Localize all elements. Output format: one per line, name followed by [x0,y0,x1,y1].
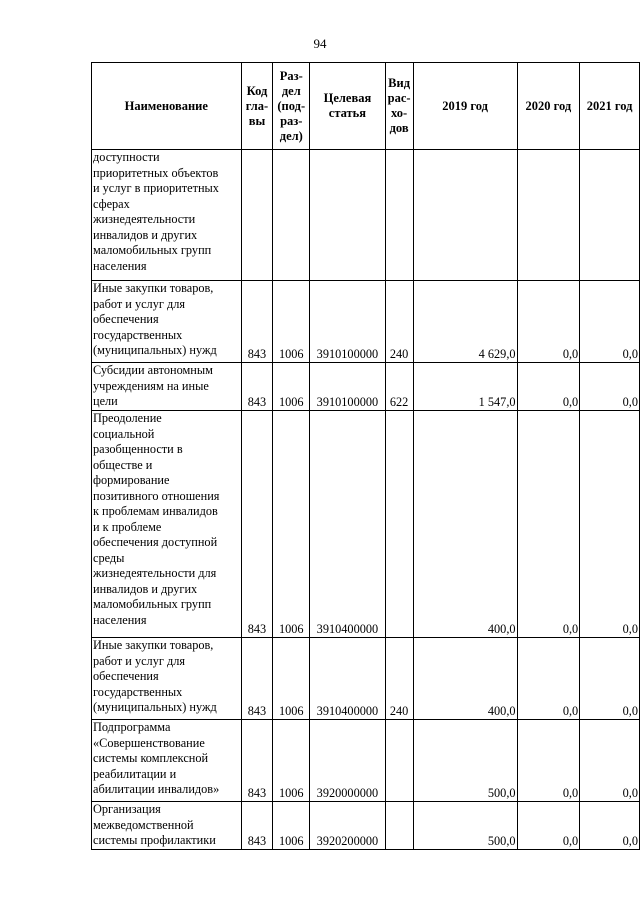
page-number: 94 [313,36,327,51]
cell-target-article: 3910100000 [310,363,385,411]
table-row [92,720,640,802]
cell-target-article: 3920200000 [310,802,385,850]
name-line: обеспечения доступной [93,535,218,549]
name-line: жизнедеятельности для [93,566,217,580]
cell-expense-type [385,802,413,850]
name-line: социальной [93,426,155,441]
header-target-article [310,63,385,150]
table-row [92,802,640,850]
name-line: разобщенности в [93,442,183,456]
cell-expense-type [385,411,413,638]
cell-chapter-code: 843 [241,638,273,720]
cell-section [273,150,310,281]
cell-target-article: 3910100000 [310,281,385,363]
cell-2021: 0,0 [580,638,640,720]
name-line: доступности [93,150,160,164]
name-line: и услуг в приоритетных [93,181,219,195]
name-line: позитивного отношения [93,488,220,503]
name-line: системы комплексной [93,751,209,765]
name-line: реабилитации и [93,766,177,781]
name-line: жизнедеятельности [93,212,196,226]
header-line: статья [328,106,367,120]
cell-target-article: 3910400000 [310,638,385,720]
cell-2019: 500,0 [413,720,517,802]
name-line: обществе и [93,457,153,472]
cell-2020: 0,0 [517,720,580,802]
header-row [92,63,640,150]
header-line: Целевая [323,91,372,105]
cell-2020: 0,0 [517,363,580,411]
cell-2021: 0,0 [580,720,640,802]
cell-name [92,363,242,411]
header-line: (под- [277,98,306,113]
header-line: гла- [245,98,269,113]
cell-2020 [517,150,580,281]
cell-name [92,720,242,802]
cell-chapter-code: 843 [241,281,273,363]
name-line: «Совершенствование [93,735,205,750]
cell-chapter-code: 843 [241,802,273,850]
name-line: маломобильных групп [93,597,212,611]
name-line: межведомственной [93,817,194,832]
name-line: приоритетных объектов [93,165,219,180]
cell-expense-type: 240 [385,281,413,363]
cell-2021 [580,150,640,281]
name-line: обеспечения [93,312,159,326]
name-line: Преодоление [93,411,162,425]
header-expense-type [385,63,413,150]
cell-expense-type: 622 [385,363,413,411]
name-line: (муниципальных) нужд [93,700,217,714]
cell-2020: 0,0 [517,802,580,850]
cell-name [92,802,242,850]
cell-2020: 0,0 [517,411,580,638]
name-line: Организация [93,802,161,816]
header-line: дов [389,121,409,135]
name-line: Иные закупки товаров, [93,638,214,652]
cell-expense-type [385,720,413,802]
cell-target-article: 3910400000 [310,411,385,638]
name-line: среды [93,550,125,565]
cell-chapter-code [241,150,273,281]
cell-2021: 0,0 [580,363,640,411]
table-body [92,150,640,850]
name-line: работ и услуг для [93,296,186,311]
name-line: абилитации инвалидов» [93,782,220,796]
cell-2021: 0,0 [580,802,640,850]
cell-2019: 400,0 [413,411,517,638]
cell-section: 1006 [273,802,310,850]
header-2020: 2020 год [517,63,580,150]
cell-target-article [310,150,385,281]
cell-2020: 0,0 [517,638,580,720]
table-row [92,281,640,363]
header-line: рас- [387,91,411,105]
table-row [92,411,640,638]
header-section [273,63,310,150]
name-line: инвалидов и других [93,581,198,596]
table-row [92,150,640,281]
name-line: к проблемам инвалидов [93,504,218,518]
header-name: Наименование [92,63,242,150]
header-line: раз- [280,113,303,128]
table-row [92,638,640,720]
header-line: дел) [279,128,303,143]
cell-chapter-code: 843 [241,411,273,638]
cell-chapter-code: 843 [241,363,273,411]
name-line: населения [93,612,147,627]
header-chapter-code [241,63,273,150]
cell-target-article: 3920000000 [310,720,385,802]
name-line: и к проблеме [93,519,162,534]
header-line: хо- [391,106,408,120]
cell-section: 1006 [273,281,310,363]
name-line: обеспечения [93,669,159,683]
header-2021: 2021 год [580,63,640,150]
table-row [92,363,640,411]
cell-expense-type [385,150,413,281]
cell-name [92,411,242,638]
cell-2019: 500,0 [413,802,517,850]
name-line: системы профилактики [93,833,216,847]
name-line: (муниципальных) нужд [93,343,217,357]
cell-2020: 0,0 [517,281,580,363]
name-line: инвалидов и других [93,227,198,242]
budget-table [91,62,640,850]
header-2019: 2019 год [413,63,517,150]
name-line: населения [93,258,147,273]
header-line: Раз- [279,68,303,83]
cell-expense-type: 240 [385,638,413,720]
cell-2021: 0,0 [580,411,640,638]
cell-name [92,638,242,720]
name-line: учреждениям на иные [93,378,209,393]
name-line: государственных [93,684,183,699]
name-line: Подпрограмма [93,720,171,734]
cell-name [92,150,242,281]
cell-2019: 4 629,0 [413,281,517,363]
cell-name [92,281,242,363]
cell-2019: 400,0 [413,638,517,720]
header-line: вы [248,113,266,128]
cell-section: 1006 [273,720,310,802]
header-line: дел [281,83,301,98]
name-line: цели [93,394,118,408]
name-line: работ и услуг для [93,653,186,668]
header-line: Вид [388,76,411,90]
header-line: Код [246,83,268,98]
cell-section: 1006 [273,363,310,411]
cell-chapter-code: 843 [241,720,273,802]
cell-2019: 1 547,0 [413,363,517,411]
name-line: маломобильных групп [93,243,212,257]
name-line: Субсидии автономным [93,363,213,377]
name-line: сферах [93,196,130,211]
cell-2021: 0,0 [580,281,640,363]
name-line: формирование [93,473,170,487]
name-line: Иные закупки товаров, [93,281,214,295]
cell-section: 1006 [273,638,310,720]
cell-section: 1006 [273,411,310,638]
name-line: государственных [93,327,183,342]
cell-2019 [413,150,517,281]
